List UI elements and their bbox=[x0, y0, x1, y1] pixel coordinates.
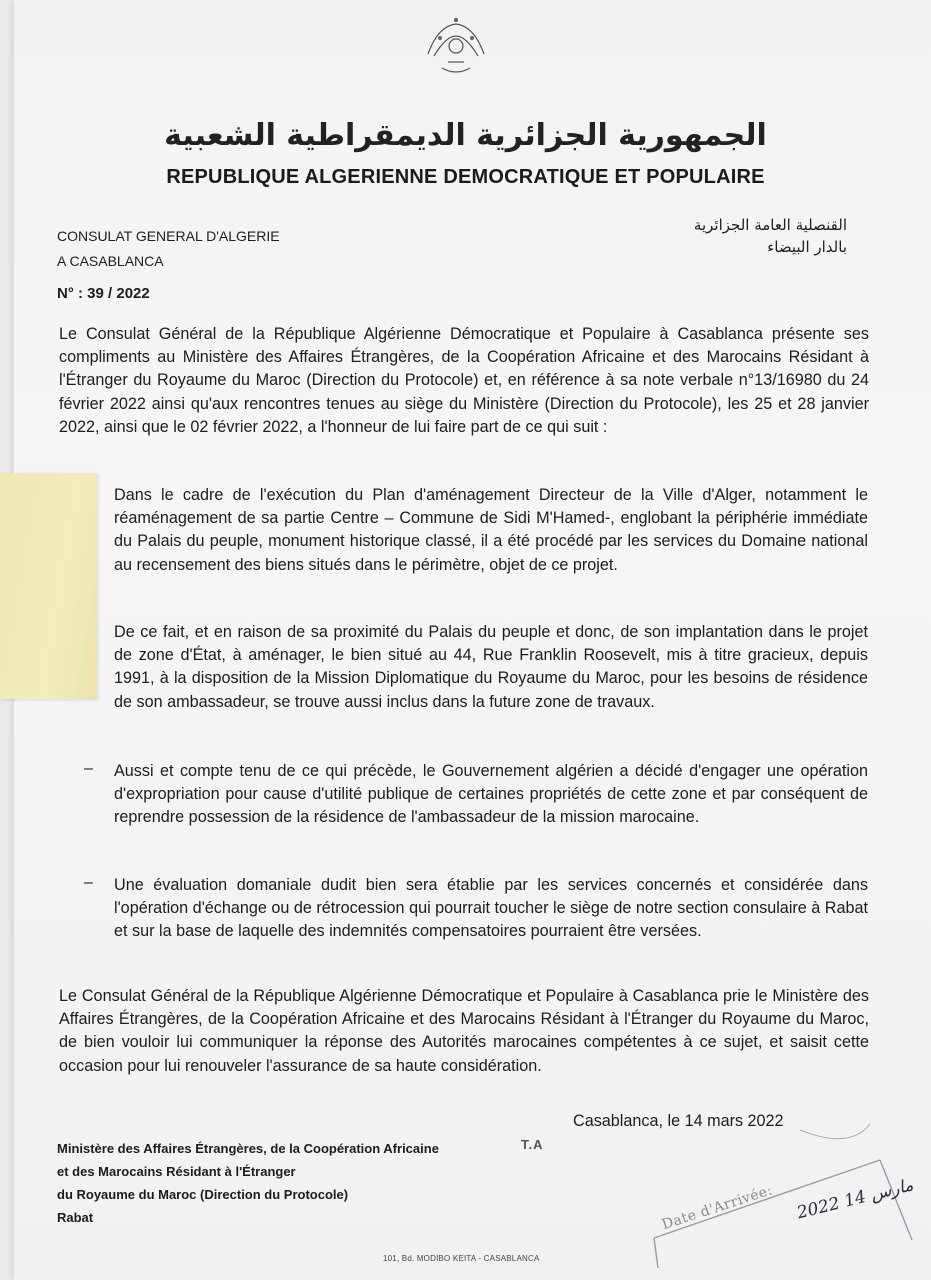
bullet-item: Une évaluation domaniale dudit bien sera établie par les services concernés et considérée dans l'opération d'échange ou de rétrocession qui pourrait toucher le siège de notre section consulaire à Rabat et sur la base de laquelle des indemnités compensatoires pourraient être versées. bbox=[114, 876, 868, 941]
bullet-item: Aussi et compte tenu de ce qui précède, le Gouvernement algérien a décidé d'engager une opération d'expropriation pour cause d'utilité publique de certaines propriétés de cette zone et par conséquent de reprendre possession de la résidence de l'ambassadeur de la mission marocaine. bbox=[114, 762, 868, 827]
recipient-line-2: et des Marocains Résidant à l'Étranger bbox=[57, 1164, 296, 1179]
arrival-stamp-date: 2022 مارس 14 bbox=[795, 1175, 916, 1224]
footer-address: 101, Bd. MODIBO KEITA - CASABLANCA bbox=[383, 1254, 540, 1263]
reference-number: N° : 39 / 2022 bbox=[57, 285, 150, 302]
bullet-item: Dans le cadre de l'exécution du Plan d'aménagement Directeur de la Ville d'Alger, notamment le réaménagement de sa partie Centre – Commune de Sidi M'Hamed-, englobant la périphérie immédiate du Palais du peuple, monument historique classé, il a été procédé par les services du Domaine national au recensement des biens situés dans le périmètre, objet de ce projet. bbox=[114, 486, 868, 574]
recipient-block bbox=[57, 1137, 439, 1229]
recipient-line-1: Ministère des Affaires Étrangères, de la Coopération Africaine bbox=[57, 1141, 439, 1156]
sender-block-arabic bbox=[694, 214, 847, 258]
sticky-note bbox=[0, 473, 97, 699]
sender-block-french bbox=[57, 224, 280, 274]
sender-arabic-line-2: بالدار البيضاء bbox=[767, 238, 847, 256]
french-republic-title: REPUBLIQUE ALGERIENNE DEMOCRATIQUE ET POPULAIRE bbox=[166, 166, 765, 188]
algeria-emblem-icon bbox=[418, 14, 494, 80]
recipient-line-4: Rabat bbox=[57, 1210, 94, 1225]
bullet-marker: – bbox=[84, 760, 93, 777]
arrival-stamp-label: Date d'Arrivée: bbox=[660, 1182, 775, 1234]
bullet-marker: – bbox=[84, 874, 93, 891]
date-line: Casablanca, le 14 mars 2022 bbox=[573, 1112, 784, 1130]
handwritten-initials: T.A bbox=[521, 1137, 544, 1152]
sender-arabic-line-1: القنصلية العامة الجزائرية bbox=[693, 216, 847, 234]
sender-line-1: CONSULAT GENERAL D'ALGERIE bbox=[57, 228, 280, 244]
arabic-republic-title: الجمهورية الجزائرية الديمقراطية الشعبية bbox=[164, 118, 767, 153]
closing-paragraph: Le Consulat Général de la République Algérienne Démocratique et Populaire à Casablanca prie le Ministère des Affaires Étrangères, de la Coopération Africaine et des Marocains Résidant à l'Étranger du Royaume du Maroc, de bien vouloir lui communiquer la réponse des Autorités marocaines compétentes à ce sujet, et saisit cette occasion pour lui renouveler l'assurance de sa haute considération. bbox=[59, 987, 869, 1075]
intro-paragraph: Le Consulat Général de la République Algérienne Démocratique et Populaire à Casablanca présente ses compliments au Ministère des Affaires Étrangères, de la Coopération Africaine et des Marocains Résidant à l'Étranger du Royaume du Maroc (Direction du Protocole) et, en référence à sa note verbale n°13/16980 du 24 février 2022 ainsi qu'aux rencontres tenues au siège du Ministère (Direction du Protocole), les 25 et 28 janvier 2022, ainsi que le 02 février 2022, a l'honneur de lui faire part de ce qui suit : bbox=[59, 325, 869, 436]
recipient-line-3: du Royaume du Maroc (Direction du Protocole) bbox=[57, 1187, 349, 1202]
bullet-item: De ce fait, et en raison de sa proximité du Palais du peuple et donc, de son implantation dans le projet de zone d'État, à aménager, le bien situé au 44, Rue Franklin Roosevelt, mis à titre gracieux, depuis 1991, à la disposition de la Mission Diplomatique du Royaume du Maroc, pour les besoins de résidence de son ambassadeur, se trouve aussi inclus dans la future zone de travaux. bbox=[114, 623, 868, 711]
sender-line-2: A CASABLANCA bbox=[57, 253, 164, 269]
